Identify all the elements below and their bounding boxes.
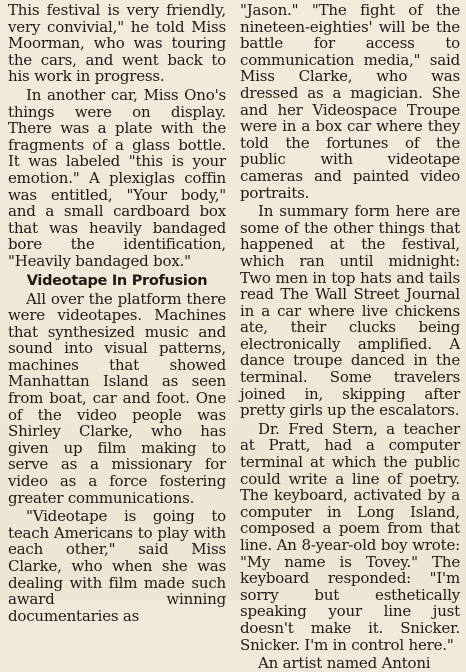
- article-paragraph: "Videotape is going to teach Americans to play with each other," said Miss Clarke, who when she was dealing with film made such award winning documentaries as: [8, 507, 226, 625]
- article-paragraph: All over the platform there were videotapes. Machines that synthesized music and sound into visual patterns, machines that showed Manhattan Island as seen from boat, car and foot. One of the video people was Shirley Clarke, who has given up film making to serve as a missionary for video as a force fostering greater communications.: [8, 289, 226, 507]
- left-column: [8, 2, 226, 624]
- article-paragraph: An artist named Antoni: [258, 654, 431, 672]
- right-column: [240, 2, 460, 672]
- article-paragraph: In summary form here are some of the other things that happened at the festival, which ran until midnight: Two men in top hats and tails read The Wall Street Journal in a car where live chickens ate, their clucks being electronically amplified. A dance troupe danced in the terminal. Some travelers joined in, skipping after pretty girls up the escalators.: [240, 202, 460, 420]
- section-heading: Videotape In Profusion: [26, 272, 208, 289]
- article-paragraph: In another car, Miss Ono's things were on display. There was a plate with the fragments of a glass bottle. It was labeled "this is your emotion." A plexiglas coffin was entitled, "Your body," and a small cardboard box that was heavily bandaged bore the identification, "Heavily bandaged box.": [8, 85, 226, 270]
- article-paragraph: "Jason." "The fight of the nineteen-eighties' will be the battle for access to communication media," said Miss Clarke, who was dressed as a magician. She and her Videospace Troupe were in a box car where they told the fortunes of the public with videotape cameras and painted video portraits.: [240, 1, 460, 202]
- article-paragraph: This festival is very friendly, very convivial," he told Miss Moorman, who was touring the cars, and went back to his work in progress.: [8, 1, 226, 86]
- article-paragraph: Dr. Fred Stern, a teacher at Pratt, had a computer terminal at which the public could write a line of poetry. The keyboard, activated by a computer in Long Island, composed a poem from that line. An 8-year-old boy wrote: "My name is Tovey." The keyboard responded: "I'm sorry but esthetically speaking your line just doesn't make it. Snicker. Snicker. I'm in control here.": [240, 419, 460, 654]
